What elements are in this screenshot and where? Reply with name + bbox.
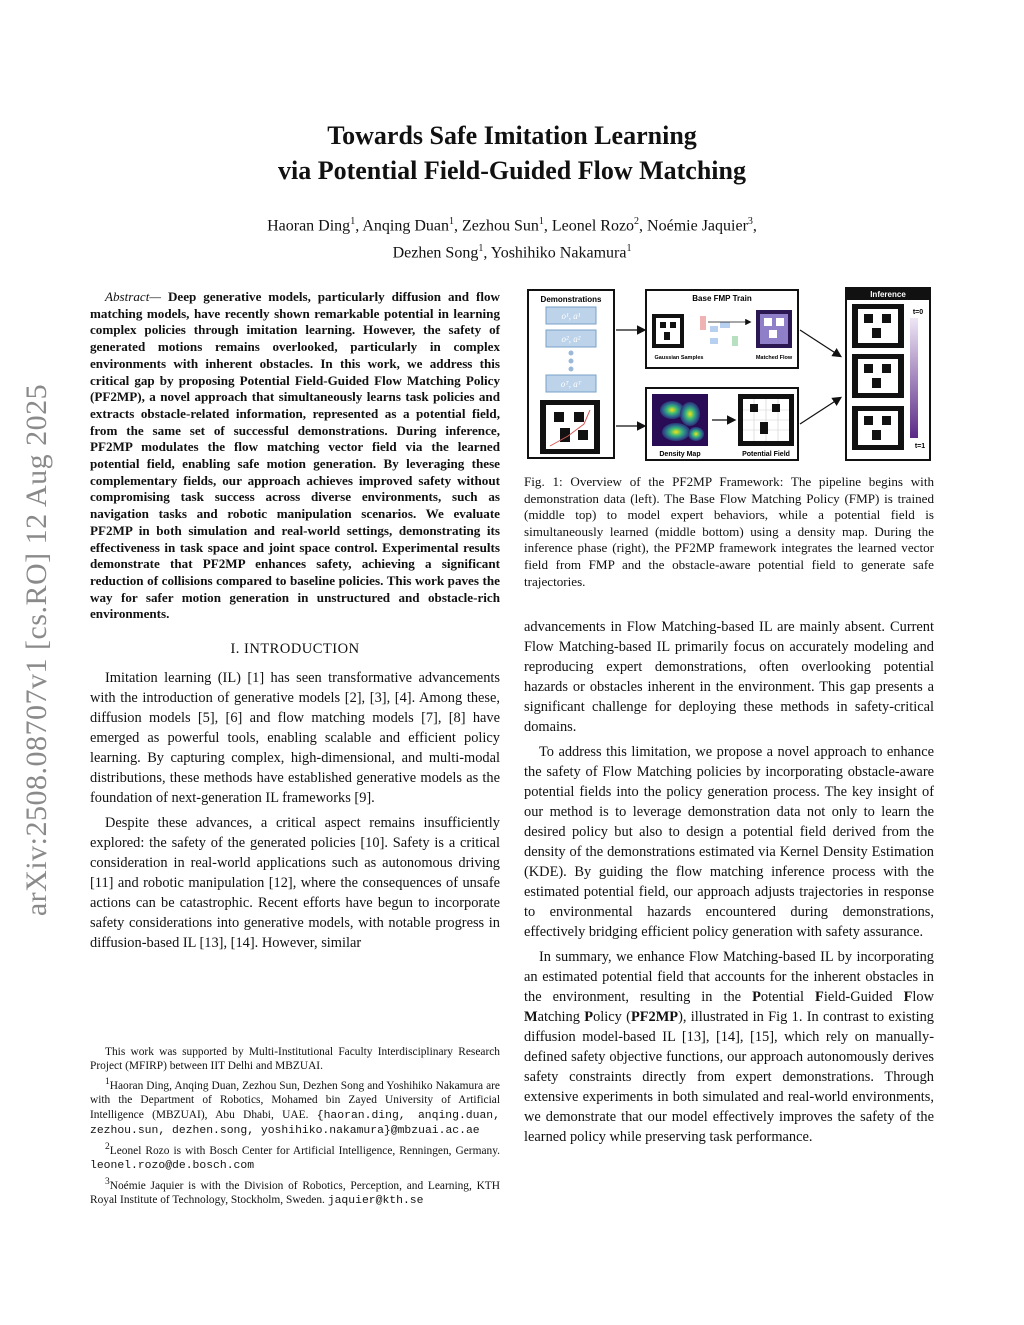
abstract: Abstract— Deep generative models, particularly diffusion and flow matching models, have recently shown remarkable potential in learning complex policies through imitation learning. However, the safety of generated motions remains overlooked, particularly in complex environments with inherent obstacles. In this work, we address this critical gap by proposing Potential Field-Guided Flow Matching Policy (PF2MP), a novel approach that simultaneously learns task policies and extracts obstacle-related information, represented as a potential field, from the same set of successful demonstrations. During inference, PF2MP modulates the flow matching vector field via the learned potential field, enabling safe motion generation. By leveraging these complementary fields, our approach achieves improved safety without compromising task success across diverse environments, such as navigation tasks and robotic manipulation scenarios. We evaluate PF2MP in both simulation and real-world settings, demonstrating its effectiveness in task space and joint space control. Experimental results demonstrate that PF2MP enhances safety, achieving a significant reduction of collisions compared to baseline policies. This work paves the way for safer motion generation in unstructured and obstacle-rich environments. [90, 289, 500, 622]
right-paragraph-2: To address this limitation, we propose a novel approach to enhance the safety of Flow Matching policies by incorporating obstacle-aware potential fields into the policy generation process. The key insight of our method is to leverage demonstration data not only to learn the desired policy but also to design a potential field derived from the density of the demonstrations estimated via Kernel Density Estimation (KDE). By guiding the flow matching inference process with the estimated potential field, our approach adjusts trajectories in response to environmental hazards encountered during demonstrations, effectively bridging efficient policy generation with safety assurance. [524, 744, 934, 940]
svg-text:Potential Field: Potential Field [742, 451, 790, 458]
inference-maze-t0 [852, 304, 904, 348]
inference-maze-mid [852, 354, 904, 398]
footnote-funding: This work was supported by Multi-Institutional Faculty Interdisciplinary Research Project (MFIRP) between IIT Delhi and MBZUAI. [90, 1046, 500, 1073]
figure-1 [524, 286, 934, 464]
footnote-3: $^3$Noémie Jaquier is with the Division of Robotics, Perception, and Learning, KTH Royal Institute of Technology, Stockholm, Sweden. jaquier@kth.se [90, 1177, 500, 1208]
left-column [90, 289, 500, 958]
footnote-1: $^1$Haoran Ding, Anqing Duan, Zezhou Sun, Dezhen Song and Yoshihiko Nakamura are with the Department of Robotics, Mohamed bin Zayed University of Artificial Intelligence (MBZUAI), Abu Dhabi, UAE. {haoran.ding, anqing.duan, zezhou.sun, dezhen.song, yoshihiko.nakamura}@mbzuai.ac.ae [90, 1077, 500, 1137]
arxiv-id: arXiv:2508.08707v1 [cs.RO] 12 Aug 2025 [20, 383, 53, 917]
abstract-text: Deep generative models, particularly diffusion and flow matching models, have recently shown remarkable potential in learning complex policies through imitation learning. However, the safety of generated motions remains overlooked, particularly in complex environments with inherent obstacles. In this work, we address this critical gap by proposing Potential Field-Guided Flow Matching Policy (PF2MP), a novel approach that simultaneously learns task policies and extracts obstacle-related information, represented as a potential field, from the same set of successful demonstrations. During inference, PF2MP modulates the flow matching vector field via the learned potential field, enabling safe motion generation. By leveraging these complementary fields, our approach achieves improved safety without compromising task success across diverse environments, such as navigation tasks and robotic manipulation scenarios. We evaluate PF2MP in both simulation and real-world settings, demonstrating its effectiveness in task space and joint space control. Experimental results demonstrate that PF2MP enhances safety, achieving a significant reduction of collisions compared to baseline policies. This work paves the way for safer motion generation in unstructured and obstacle-rich environments. [90, 289, 500, 622]
svg-text:Density Map: Density Map [659, 451, 701, 458]
gaussian-samples-image [652, 314, 684, 348]
svg-text:o², a²: o², a² [561, 334, 581, 344]
svg-text:o¹, a¹: o¹, a¹ [561, 311, 581, 321]
author-line-1: Haoran Ding$^1$, Anqing Duan$^1$, Zezhou Sun$^1$, Leonel Rozo$^2$, Noémie Jaquier$^3$, [267, 216, 757, 235]
email: leonel.rozo@de.bosch.com [90, 1160, 255, 1173]
abstract-label: Abstract [105, 289, 150, 304]
author: Anqing Duan [362, 217, 449, 235]
email: {haoran.ding, anqing.duan, zezhou.sun, dezhen.song, yoshihiko.nakamura}@mbzuai.ac.ae [90, 1109, 500, 1137]
svg-text:Gaussian Samples: Gaussian Samples [654, 355, 704, 361]
demonstrations-label: Demonstrations [540, 295, 602, 304]
author: Yoshihiko Nakamura [490, 244, 627, 262]
method-abbreviation: PF2MP [630, 1009, 679, 1025]
time-bar [910, 318, 918, 438]
title-line-1: Towards Safe Imitation Learning [327, 121, 697, 150]
density-map-image [652, 394, 708, 446]
email: jaquier@kth.se [327, 1195, 424, 1208]
svg-text:Base FMP Train: Base FMP Train [692, 294, 752, 303]
demo-maze-image [540, 400, 600, 454]
title-line-2: via Potential Field-Guided Flow Matching [278, 156, 746, 185]
svg-text:t=1: t=1 [914, 443, 926, 450]
right-paragraph-3: In summary, we enhance Flow Matching-based IL by incorporating an estimated potential field that accounts for the inherent obstacles in the environment, resulting in the Potential Field-Guided Flow Matching Policy (PF2MP), illustrated in Fig 1. In contrast to existing diffusion model-based IL [13], [14], [15], which rely on manually-defined safety objective functions, our approach autonomously derives safety constraints directly from expert demonstrations. Through extensive experiments in both simulated and real-world environments, we demonstrate that our model effectively improves the safety of the learned policy while preserving task performance. [524, 949, 934, 1145]
intro-paragraph-1: Imitation learning (IL) [1] has seen transformative advancements with the introduction of generative models [2], [3], [4]. Among these, diffusion models [5], [6] and flow matching models [7], [8] have emerged as powerful tools, enabling scalable and efficient policy learning. By capturing complex, high-dimensional, and multi-modal distributions, these methods have established generative models as the foundation of next-generation IL frameworks [9]. [90, 670, 500, 807]
svg-text:oᵀ, aᵀ: oᵀ, aᵀ [560, 379, 582, 389]
figure-1-caption: Fig. 1: Overview of the PF2MP Framework: The pipeline begins with demonstration data (left). The Base Flow Matching Policy (FMP) is trained (middle top) to model expert behaviors, while a potential field is simultaneously learned (middle bottom) using a density map. During the inference phase (right), the PF2MP framework integrates the learned vector field from FMP and the obstacle-aware potential field to generate safe trajectories. [524, 474, 934, 589]
matched-flow-image [756, 310, 792, 348]
arxiv-sidebar [14, 300, 60, 1000]
potential-field-image [738, 394, 794, 446]
section-heading-introduction: I. INTRODUCTION [230, 641, 360, 658]
right-paragraph-1: advancements in Flow Matching-based IL are mainly absent. Current Flow Matching-based IL primarily focus on accurately modeling and reproducing expert demonstrations, often overlooking potential hazards or obstacles inherent in the environment. This gap presents a significant challenge for deploying these methods in safety-critical domains. [524, 619, 934, 735]
author-line-2: Dezhen Song$^1$, Yoshihiko Nakamura$^1$ [392, 243, 632, 262]
author: Leonel Rozo [551, 217, 635, 235]
author: Noémie Jaquier [647, 217, 748, 235]
author-list [150, 210, 874, 265]
author: Haoran Ding [267, 217, 351, 235]
inference-maze-t1 [852, 406, 904, 450]
author: Zezhou Sun [461, 217, 539, 235]
footnote-2: $^2$Leonel Rozo is with Bosch Center for Artificial Intelligence, Renningen, Germany. leonel.rozo@de.bosch.com [90, 1142, 500, 1173]
author: Dezhen Song [392, 244, 479, 262]
svg-text:Inference: Inference [870, 290, 906, 299]
svg-text:t=0: t=0 [912, 309, 924, 316]
intro-paragraph-2: Despite these advances, a critical aspect remains insufficiently explored: the safety of the generated policies [10]. Safety is a critical consideration in real-world applications such as autonomous driving [11] and robotic manipulation [12], where the consequences of unsafe actions can be catastrophic. Recent efforts have begun to incorporate safety considerations into generative models, with notable progress in diffusion-based IL [13], [14]. However, similar [90, 815, 500, 952]
footnotes [90, 1045, 500, 1210]
right-column [524, 617, 934, 1152]
paper-title [150, 118, 874, 188]
svg-text:Matched Flow: Matched Flow [755, 355, 793, 361]
